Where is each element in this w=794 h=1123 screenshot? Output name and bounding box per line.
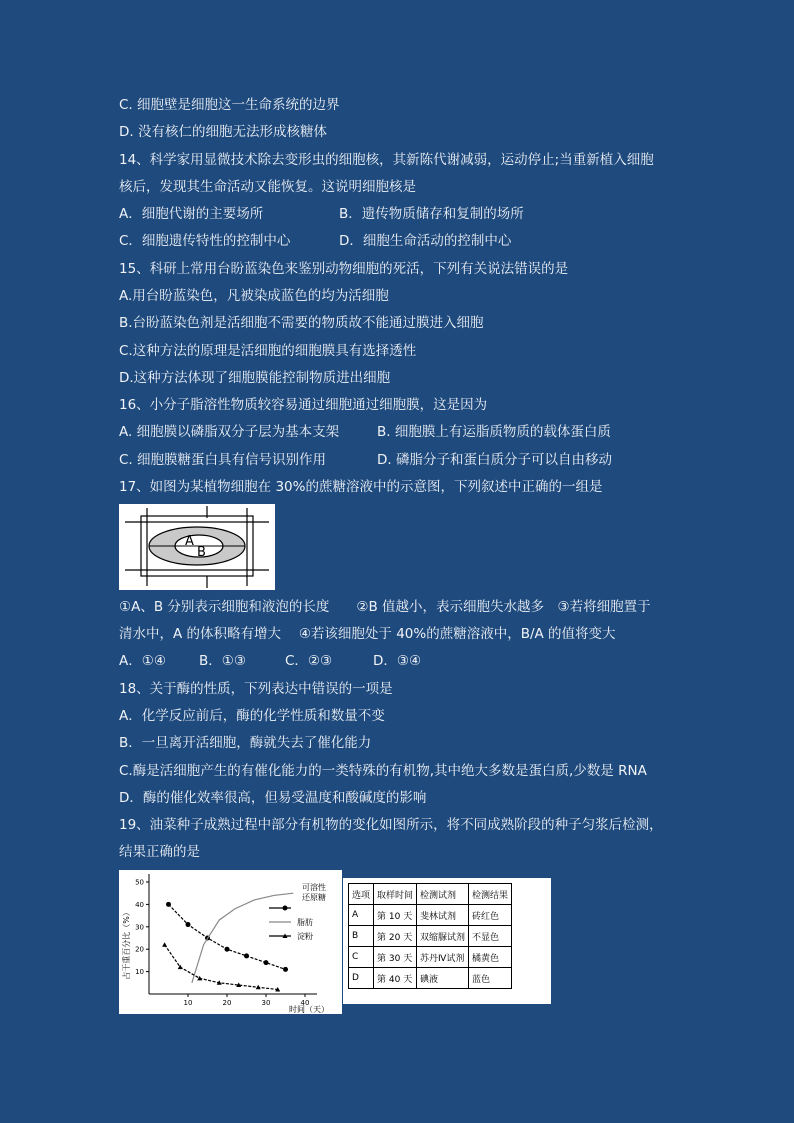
option-17a: A．①④ [119, 653, 166, 669]
question-18-stem: 18、关于酶的性质，下列表达中错误的一项是 [119, 681, 393, 697]
y-tick-label: 40 [135, 900, 144, 909]
data-point [162, 942, 167, 947]
legend-label: 还原糖 [302, 893, 326, 902]
question-15-stem: 15、科研上常用台盼蓝染色来鉴别动物细胞的死活，下列有关说法错误的是 [119, 261, 569, 277]
question-19-stem-2: 结果正确的是 [119, 844, 200, 860]
table-header-row [349, 884, 512, 905]
x-tick-label: 30 [261, 999, 271, 1007]
option-14b: B．遗传物质储存和复制的场所 [339, 206, 524, 222]
table-cell: A [349, 905, 374, 926]
option-13c: C. 细胞壁是细胞这一生命系统的边界 [119, 97, 340, 113]
option-13d: D. 没有核仁的细胞无法形成核糖体 [119, 124, 327, 140]
x-tick-label: 40 [300, 999, 310, 1007]
seed-maturation-chart [119, 870, 342, 1014]
table-cell: 不显色 [469, 926, 512, 947]
header-cell: 检测试剂 [417, 884, 469, 905]
option-15c: C.这种方法的原理是活细胞的细胞膜具有选择透性 [119, 343, 417, 359]
label-b: B [197, 545, 206, 560]
table-cell: B [349, 926, 374, 947]
table-row [349, 968, 512, 989]
option-18d: D．酶的催化效率很高，但易受温度和酸碱度的影响 [119, 790, 427, 806]
question-19-stem-1: 19、油菜种子成熟过程中部分有机物的变化如图所示，将不同成熟阶段的种子匀浆后检测， [119, 817, 663, 833]
table-cell: 双缩脲试剂 [417, 926, 469, 947]
option-15b: B.台盼蓝染色剂是活细胞不需要的物质故不能通过膜进入细胞 [119, 315, 484, 331]
header-cell: 选项 [349, 884, 374, 905]
results-table [348, 883, 512, 989]
header-cell: 检测结果 [469, 884, 512, 905]
option-15a: A.用台盼蓝染色，凡被染成蓝色的均为活细胞 [119, 288, 389, 304]
question-14-options-cd [119, 232, 511, 250]
results-table-figure [343, 878, 551, 1004]
option-14d: D．细胞生命活动的控制中心 [339, 233, 512, 249]
question-16-options-ab [119, 423, 611, 441]
table-cell: 蓝色 [469, 968, 512, 989]
y-tick-label: 20 [135, 945, 144, 954]
option-16d: D. 磷脂分子和蛋白质分子可以自由移动 [377, 452, 612, 468]
table-cell: 第 20 天 [374, 926, 417, 947]
option-18c: C.酶是活细胞产生的有催化能力的一类特殊的有机物,其中绝大多数是蛋白质,少数是 RNA [119, 763, 647, 779]
table-cell: D [349, 968, 374, 989]
chart-legend [269, 882, 326, 941]
x-tick-label: 10 [183, 999, 193, 1007]
question-17-statements-2: 清水中，A 的体积略有增大 ④若该细胞处于 40%的蔗糖溶液中，B/A 的值将变大 [119, 626, 616, 642]
y-tick-label: 30 [135, 923, 144, 932]
table-row [349, 947, 512, 968]
y-tick-label: 10 [135, 968, 144, 977]
table-cell: 第 30 天 [374, 947, 417, 968]
question-17-statements-1: ①A、B 分别表示细胞和液泡的长度 ②B 值越小，表示细胞失水越多 ③若将细胞置于 [119, 599, 651, 615]
option-17c: C．②③ [285, 653, 333, 669]
question-17-options [119, 652, 421, 670]
table-cell: 斐林试剂 [417, 905, 469, 926]
option-17d: D．③④ [373, 653, 422, 669]
option-14a: A．细胞代谢的主要场所 [119, 206, 264, 222]
question-14-stem-2: 核后，发现其生命活动又能恢复。这说明细胞核是 [119, 179, 416, 195]
table-cell: 碘液 [417, 968, 469, 989]
x-axis-label: 时间（天） [289, 1005, 329, 1014]
legend-label: 淀粉 [297, 932, 313, 941]
x-tick-label: 20 [222, 999, 232, 1007]
option-16b: B. 细胞膜上有运脂质物质的载体蛋白质 [377, 424, 611, 440]
option-14c: C．细胞遗传特性的控制中心 [119, 233, 291, 249]
y-axis-label: 占干重百分比（%） [122, 908, 131, 980]
y-tick-label: 50 [135, 878, 144, 887]
question-14-options-ab [119, 205, 524, 223]
option-18a: A．化学反应前后，酶的化学性质和数量不变 [119, 708, 385, 724]
legend-label: 脂肪 [297, 918, 313, 927]
data-point [283, 967, 288, 972]
option-15d: D.这种方法体现了细胞膜能控制物质进出细胞 [119, 370, 391, 386]
header-cell: 取样时间 [374, 884, 417, 905]
table-row [349, 905, 512, 926]
table-cell: 第 40 天 [374, 968, 417, 989]
data-point [197, 976, 202, 981]
data-point [264, 960, 269, 965]
data-point [244, 953, 249, 958]
question-14-stem-1: 14、科学家用显微技术除去变形虫的细胞核，其新陈代谢减弱，运动停止;当重新植入细胞 [119, 152, 654, 168]
legend-label: 可溶性 [302, 883, 326, 892]
question-17-stem: 17、如图为某植物细胞在 30%的蔗糖溶液中的示意图，下列叙述中正确的一组是 [119, 479, 603, 495]
data-point [186, 922, 191, 927]
table-cell: 橘黄色 [469, 947, 512, 968]
table-cell: C [349, 947, 374, 968]
data-point [166, 902, 171, 907]
data-point [225, 947, 230, 952]
table-cell: 苏丹Ⅳ试剂 [417, 947, 469, 968]
table-cell: 第 10 天 [374, 905, 417, 926]
plant-cell-figure [119, 504, 275, 590]
option-16c: C. 细胞膜糖蛋白具有信号识别作用 [119, 452, 327, 468]
option-18b: B．一旦离开活细胞，酶就失去了催化能力 [119, 735, 372, 751]
option-16a: A. 细胞膜以磷脂双分子层为基本支架 [119, 424, 340, 440]
table-row [349, 926, 512, 947]
question-16-options-cd [119, 451, 612, 469]
option-17b: B．①③ [199, 653, 246, 669]
question-16-stem: 16、小分子脂溶性物质较容易通过细胞通过细胞膜，这是因为 [119, 397, 488, 413]
legend-marker [283, 906, 288, 911]
label-a: A [185, 534, 194, 549]
table-cell: 砖红色 [469, 905, 512, 926]
